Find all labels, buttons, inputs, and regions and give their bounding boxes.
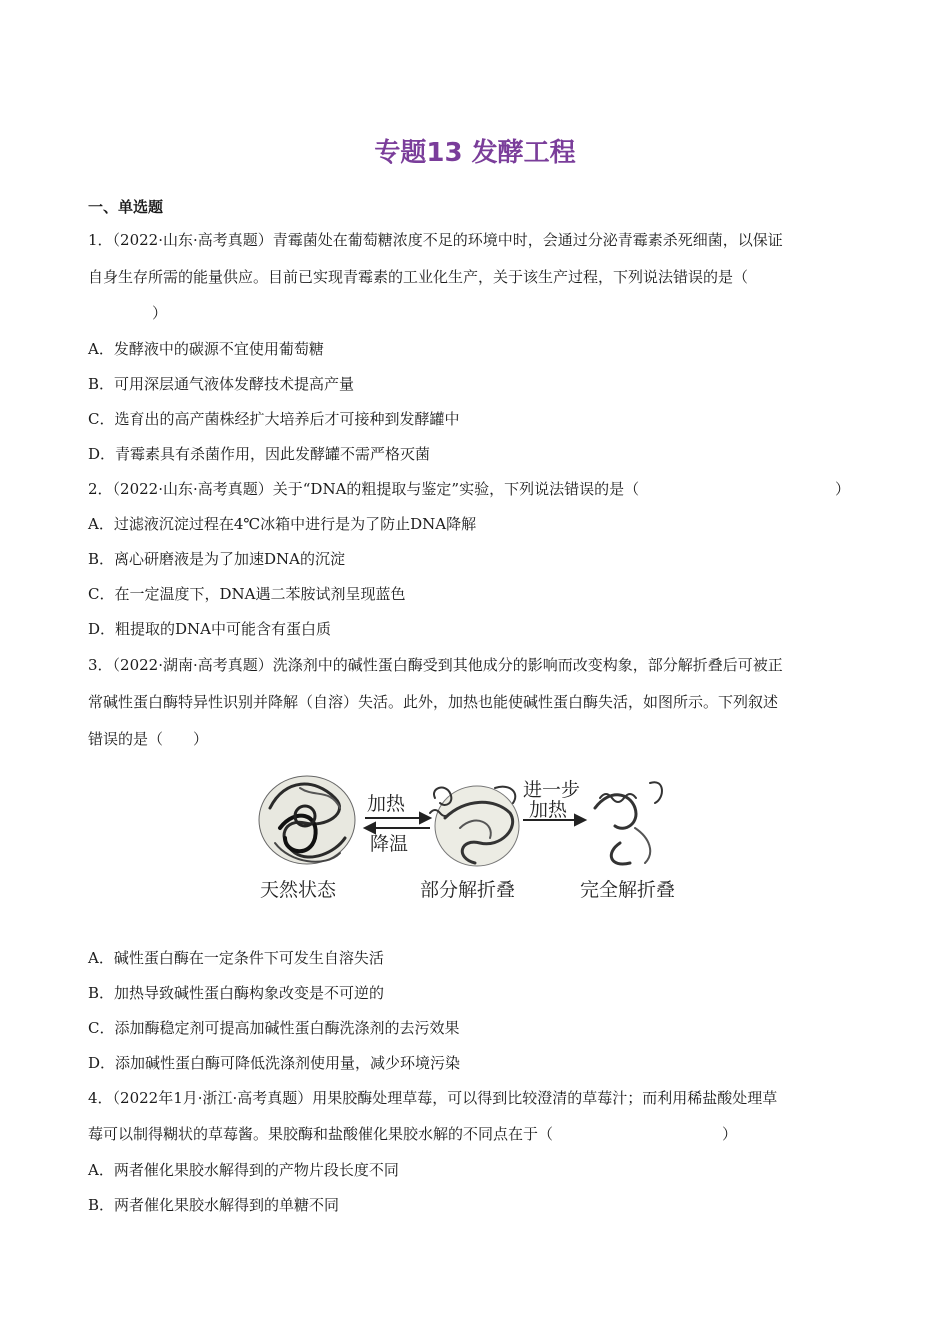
reversible-arrow-icon <box>365 813 430 833</box>
partial-unfolded-label: 部分解折叠 <box>420 879 516 901</box>
fully-unfolded-label: 完全解折叠 <box>580 879 676 901</box>
protein-unfolding-figure <box>255 768 695 918</box>
q3-stem-line2: 常碱性蛋白酶特异性识别并降解（自溶）失活。此外，加热也能使碱性蛋白酶失活，如图所示。下列叙述 <box>88 693 779 711</box>
q1-option-d: D．青霉素具有杀菌作用，因此发酵罐不需严格灭菌 <box>88 445 431 463</box>
q1-stem-line2: 自身生存所需的能量供应。目前已实现青霉素的工业化生产，关于该生产过程，下列说法错误的是（ <box>88 268 749 286</box>
partial-unfolded-protein-shape <box>430 786 519 866</box>
arrow1-top-label: 加热 <box>367 793 406 815</box>
native-state-label: 天然状态 <box>260 879 337 901</box>
q2-stem-line1: 2．（2022·山东·高考真题）关于“DNA的粗提取与鉴定”实验，下列说法错误的是（ <box>88 480 640 498</box>
arrow2-top-label-2: 加热 <box>529 799 568 821</box>
q3-option-b: B．加热导致碱性蛋白酶构象改变是不可逆的 <box>88 984 385 1002</box>
native-protein-shape <box>259 776 355 864</box>
q1-option-a: A．发酵液中的碳源不宜使用葡萄糖 <box>88 340 324 358</box>
q2-option-b: B．离心研磨液是为了加速DNA的沉淀 <box>88 550 346 568</box>
q2-option-d: D．粗提取的DNA中可能含有蛋白质 <box>88 620 332 638</box>
q4-stem-close: ） <box>722 1125 738 1143</box>
q3-option-c: C．添加酶稳定剂可提高加碱性蛋白酶洗涤剂的去污效果 <box>88 1019 460 1037</box>
q2-stem-close: ） <box>835 480 851 498</box>
fully-unfolded-protein-shape <box>595 782 662 864</box>
q3-option-d: D．添加碱性蛋白酶可降低洗涤剂使用量，减少环境污染 <box>88 1054 461 1072</box>
figure-svg <box>255 768 695 918</box>
arrow1-bottom-label: 降温 <box>370 833 409 855</box>
q3-stem-line3: 错误的是（ ） <box>88 730 209 748</box>
page-title: 专题13 发酵工程 <box>374 138 576 168</box>
q1-option-c: C．选育出的高产菌株经扩大培养后才可接种到发酵罐中 <box>88 410 460 428</box>
q1-option-b: B．可用深层通气液体发酵技术提高产量 <box>88 375 355 393</box>
q1-stem-line1: 1．（2022·山东·高考真题）青霉菌处在葡萄糖浓度不足的环境中时，会通过分泌青霉素杀死细菌，以保证 <box>88 231 783 249</box>
q1-stem-line3: ） <box>152 304 168 322</box>
section-heading: 一、单选题 <box>88 198 164 216</box>
q2-option-c: C．在一定温度下，DNA遇二苯胺试剂呈现蓝色 <box>88 585 406 603</box>
q4-stem-line1: 4．（2022年1月·浙江·高考真题）用果胶酶处理草莓，可以得到比较澄清的草莓汁；而利用稀盐酸处理草 <box>88 1089 778 1107</box>
q3-stem-line1: 3．（2022·湖南·高考真题）洗涤剂中的碱性蛋白酶受到其他成分的影响而改变构象，部分解折叠后可被正 <box>88 656 783 674</box>
q4-option-a: A．两者催化果胶水解得到的产物片段长度不同 <box>88 1161 399 1179</box>
q4-option-b: B．两者催化果胶水解得到的单糖不同 <box>88 1196 340 1214</box>
q2-option-a: A．过滤液沉淀过程在4℃冰箱中进行是为了防止DNA降解 <box>88 515 477 533</box>
arrow2-top-label-1: 进一步 <box>523 779 581 801</box>
q4-stem-line2: 莓可以制得糊状的草莓酱。果胶酶和盐酸催化果胶水解的不同点在于（ <box>88 1125 554 1143</box>
q3-option-a: A．碱性蛋白酶在一定条件下可发生自溶失活 <box>88 949 384 967</box>
